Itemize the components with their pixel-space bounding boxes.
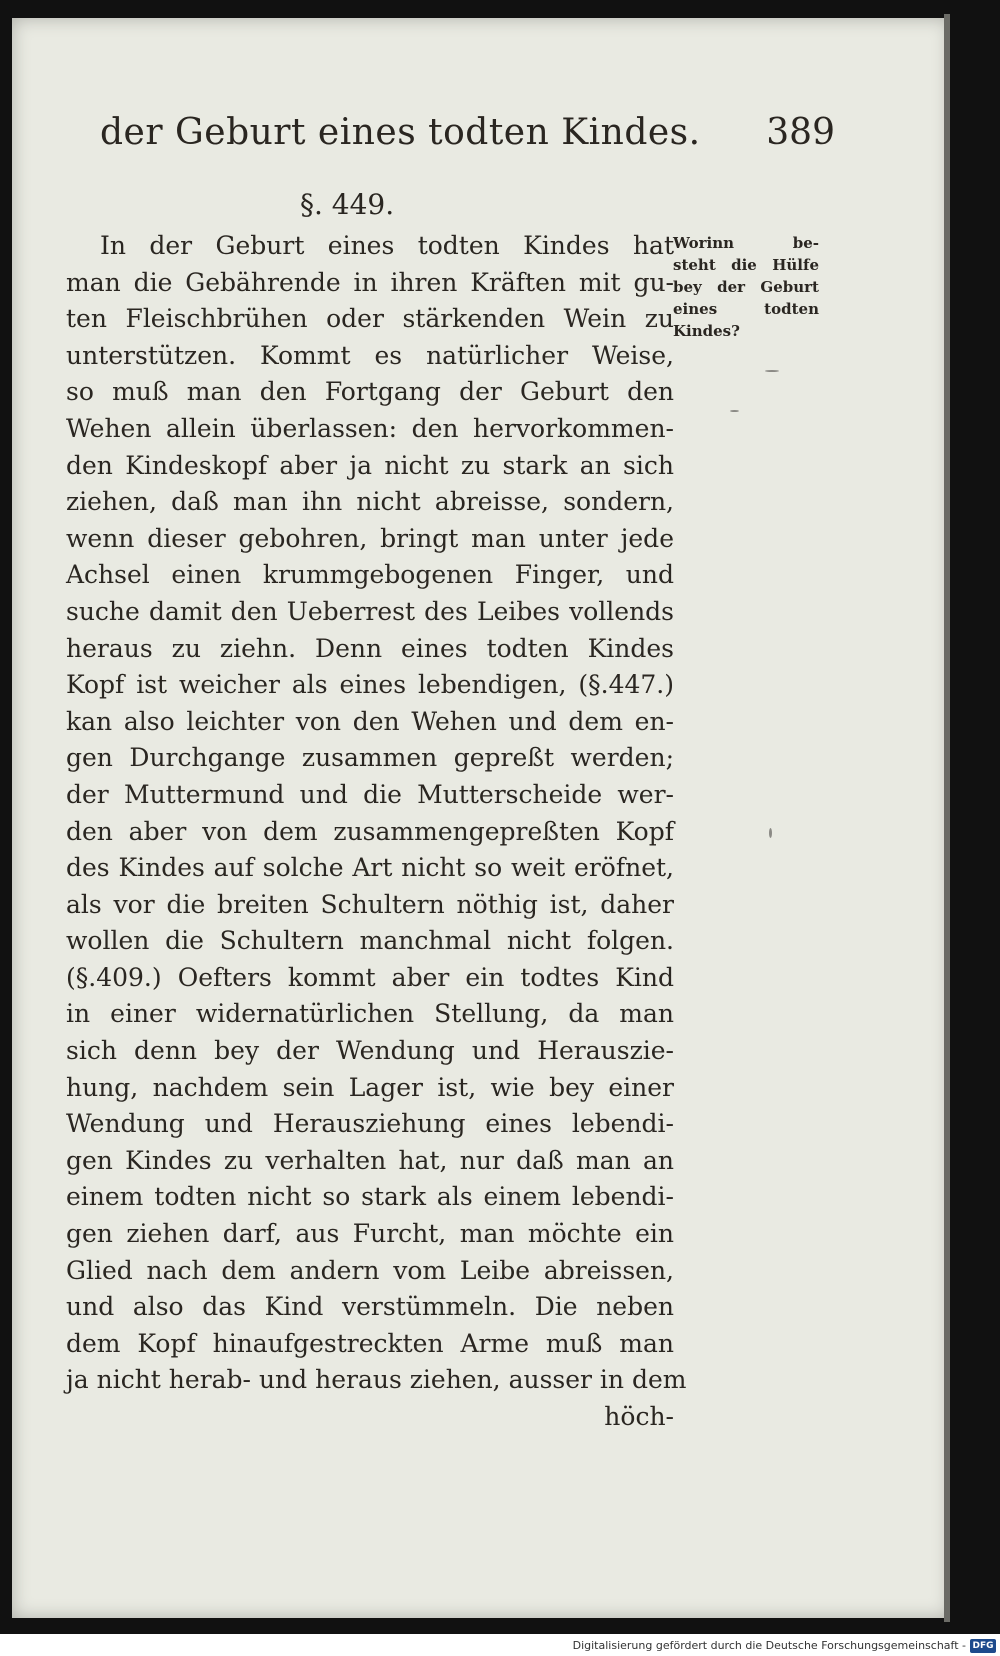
margin-note-line: bey der Geburt — [673, 278, 819, 296]
text-line: hung, nachdem sein Lager ist, wie bey einer — [66, 1072, 674, 1102]
page-edge — [944, 14, 950, 1622]
text-line: einem todten nicht so stark als einem lebendi- — [66, 1182, 674, 1212]
text-line: ja nicht herab- und heraus ziehen, ausser in dem — [66, 1365, 687, 1395]
margin-note-line: Kindes? — [673, 322, 740, 340]
text-line: in einer widernatürlichen Stellung, da man — [66, 999, 674, 1029]
text-line: und also das Kind verstümmeln. Die neben — [66, 1292, 674, 1322]
text-line: den aber von dem zusammengepreßten Kopf — [66, 816, 674, 846]
body-text — [66, 228, 687, 1436]
text-line: suche damit den Ueberrest des Leibes vollends — [66, 596, 674, 626]
dfg-logo: DFG — [970, 1639, 996, 1653]
margin-note-line: Worinn be- — [673, 234, 819, 252]
running-title: der Geburt eines todten Kindes. — [100, 112, 701, 153]
paper-speck — [765, 370, 779, 372]
page-number: 389 — [766, 112, 835, 153]
paper-speck — [730, 410, 739, 412]
text-line: den Kindeskopf aber ja nicht zu stark an sich — [66, 450, 674, 480]
text-line: heraus zu ziehn. Denn eines todten Kindes — [66, 633, 674, 663]
text-line: Glied nach dem andern vom Leibe abreissen, — [66, 1255, 674, 1285]
text-line: wenn dieser gebohren, bringt man unter jede — [66, 523, 674, 553]
digitization-credit: Digitalisierung gefördert durch die Deutsche Forschungsgemeinschaft - — [572, 1639, 966, 1652]
text-line: des Kindes auf solche Art nicht so weit eröfnet, — [66, 853, 674, 883]
text-line: sich denn bey der Wendung und Herauszie- — [66, 1036, 674, 1066]
page-header — [100, 112, 835, 172]
text-line: unterstützen. Kommt es natürlicher Weise, — [66, 340, 674, 370]
text-line: (§.409.) Oefters kommt aber ein todtes Kind — [66, 962, 674, 992]
text-line: kan also leichter von den Wehen und dem en- — [66, 706, 674, 736]
text-line: Wehen allein überlassen: den hervorkommen- — [66, 413, 674, 443]
section-number: §. 449. — [300, 188, 395, 221]
text-line: Achsel einen krummgebogenen Finger, und — [66, 560, 674, 590]
text-line: In der Geburt eines todten Kindes hat — [100, 231, 674, 260]
text-line: gen Durchgange zusammen gepreßt werden; — [66, 743, 674, 773]
footer-strip — [0, 1634, 1000, 1656]
text-line: ziehen, daß man ihn nicht abreisse, sondern, — [66, 487, 674, 517]
text-line: wollen die Schultern manchmal nicht folgen. — [66, 926, 674, 956]
text-line: gen ziehen darf, aus Furcht, man möchte ein — [66, 1219, 674, 1249]
margin-note-line: eines todten — [673, 300, 819, 318]
text-line: ten Fleischbrühen oder stärkenden Wein zu — [66, 304, 674, 334]
text-line: Kopf ist weicher als eines lebendigen, (§.447.) — [66, 670, 674, 700]
margin-note — [673, 232, 819, 342]
text-line: als vor die breiten Schultern nöthig ist, daher — [66, 889, 674, 919]
paper-speck — [769, 828, 772, 838]
text-line: man die Gebährende in ihren Kräften mit gu- — [66, 267, 674, 297]
text-line: gen Kindes zu verhalten hat, nur daß man an — [66, 1145, 674, 1175]
margin-note-line: steht die Hülfe — [673, 256, 819, 274]
text-line: dem Kopf hinaufgestreckten Arme muß man — [66, 1328, 674, 1358]
text-line: so muß man den Fortgang der Geburt den — [66, 377, 674, 407]
catchword: höch- — [604, 1402, 674, 1431]
text-line: der Muttermund und die Mutterscheide wer- — [66, 779, 674, 809]
text-line: Wendung und Herausziehung eines lebendi- — [66, 1109, 674, 1139]
